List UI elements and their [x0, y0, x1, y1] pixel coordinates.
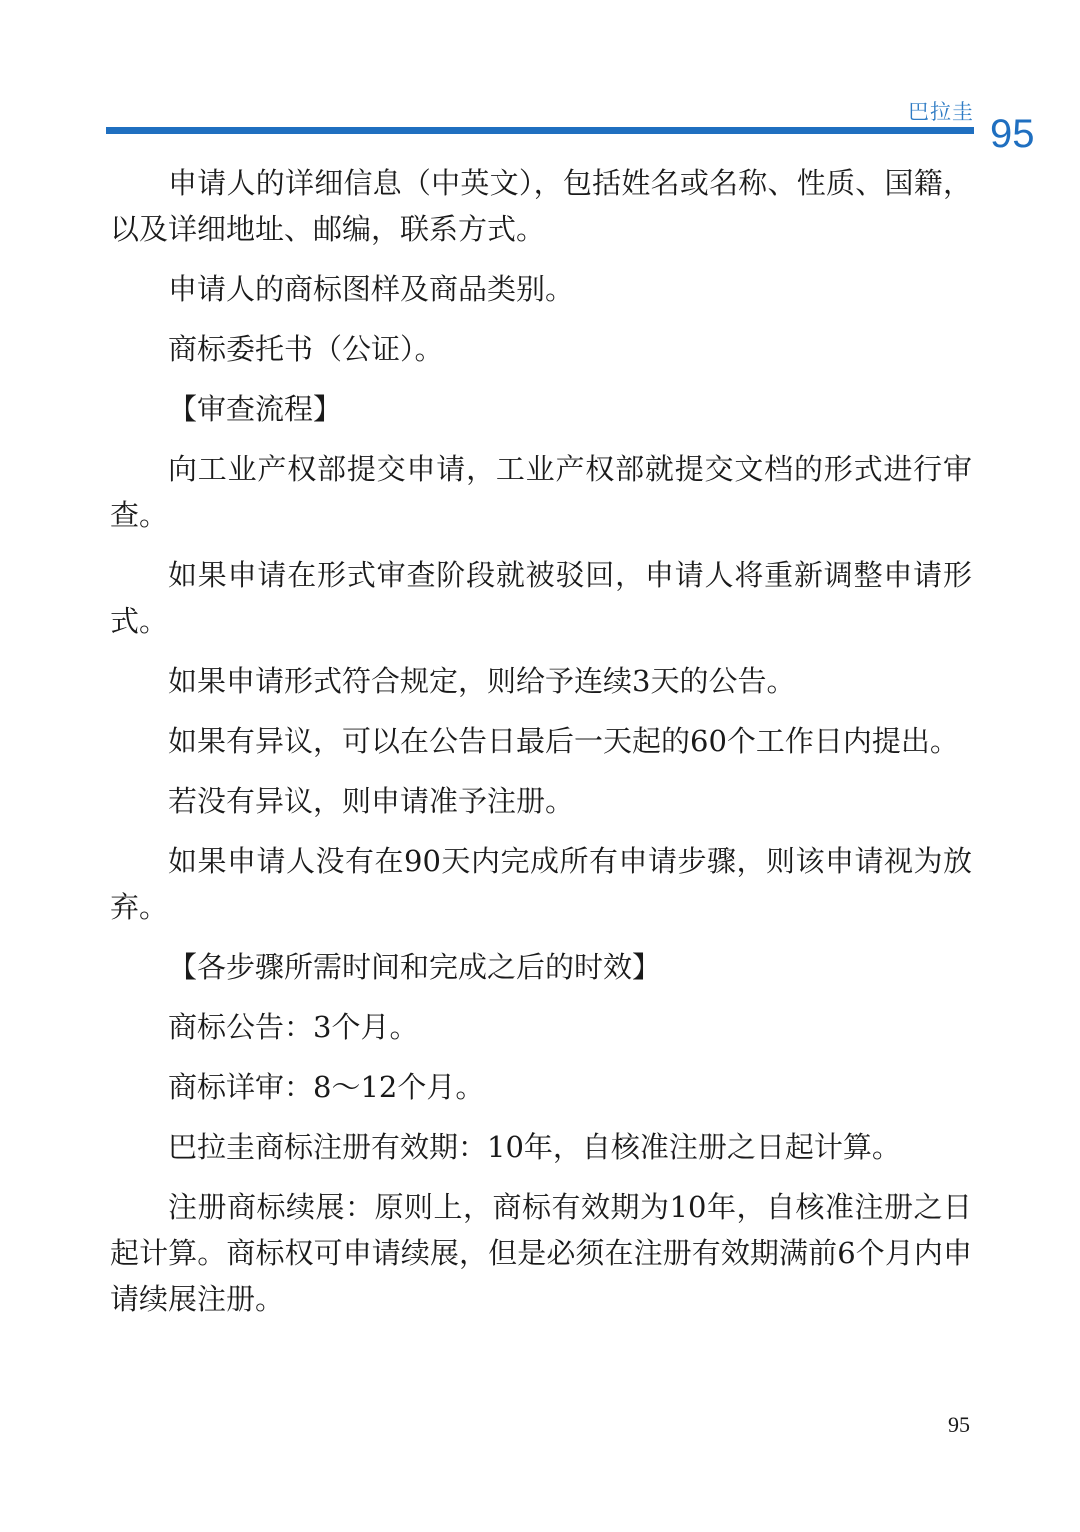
header-rule — [106, 127, 974, 134]
paragraph-submit-application: 向工业产权部提交申请，工业产权部就提交文档的形式进行审查。 — [110, 452, 972, 532]
paragraph-no-opposition: 若没有异议，则申请准予注册。 — [168, 784, 575, 818]
paragraph-publication: 如果申请形式符合规定，则给予连续3天的公告。 — [168, 664, 796, 698]
paragraph-trademark-sample: 申请人的商标图样及商品类别。 — [168, 272, 575, 306]
paragraph-power-of-attorney: 商标委托书（公证）。 — [168, 332, 444, 366]
paragraph-trademark-examination-time: 商标详审：8～12个月。 — [168, 1070, 485, 1104]
paragraph-rejection: 如果申请在形式审查阶段就被驳回，申请人将重新调整申请形式。 — [110, 558, 972, 638]
paragraph-validity-period: 巴拉圭商标注册有效期：10年，自核准注册之日起计算。 — [168, 1130, 901, 1164]
footer-page-number: 95 — [948, 1412, 970, 1437]
paragraph-opposition: 如果有异议，可以在公告日最后一天起的60个工作日内提出。 — [168, 724, 959, 758]
section-heading-timeline: 【各步骤所需时间和完成之后的时效】 — [168, 950, 662, 984]
section-heading-review-process: 【审查流程】 — [168, 392, 343, 426]
paragraph-applicant-info: 申请人的详细信息（中英文），包括姓名或名称、性质、国籍，以及详细地址、邮编，联系方式。 — [110, 166, 972, 246]
header-page-number: 95 — [990, 112, 1035, 156]
paragraph-abandonment: 如果申请人没有在90天内完成所有申请步骤，则该申请视为放弃。 — [110, 844, 972, 924]
running-head-title: 巴拉圭 — [908, 100, 974, 124]
body-text — [110, 160, 972, 1336]
paragraph-renewal: 注册商标续展：原则上，商标有效期为10年，自核准注册之日起计算。商标权可申请续展，但是必须在注册有效期满前6个月内申请续展注册。 — [110, 1190, 972, 1316]
paragraph-trademark-publication-time: 商标公告：3个月。 — [168, 1010, 419, 1044]
